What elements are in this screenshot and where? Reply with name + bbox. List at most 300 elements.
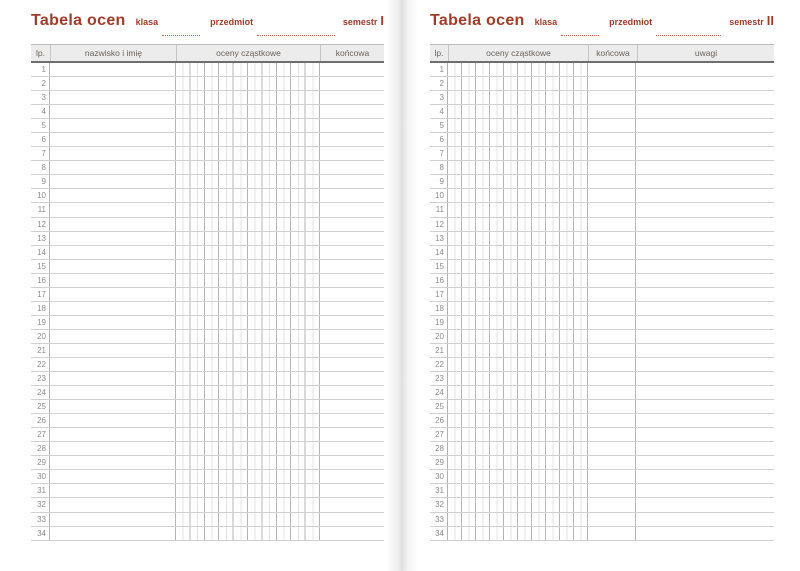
cell-final <box>587 105 636 118</box>
table-row <box>430 77 774 91</box>
cell-remarks <box>636 260 773 273</box>
table-row <box>31 442 384 456</box>
row-number: 14 <box>430 246 448 259</box>
cell-final <box>319 63 383 76</box>
cell-final <box>319 484 383 497</box>
table-row <box>31 344 384 358</box>
table-row <box>430 330 774 344</box>
cell-name <box>50 442 176 455</box>
cell-grades <box>448 484 588 497</box>
cell-name <box>50 246 176 259</box>
table-row <box>430 470 774 484</box>
cell-name <box>50 358 176 371</box>
table-row <box>31 77 384 91</box>
cell-final <box>587 372 636 385</box>
table-row <box>430 428 774 442</box>
cell-name <box>50 260 176 273</box>
row-number: 3 <box>31 91 50 104</box>
cell-final <box>319 232 383 245</box>
row-number: 12 <box>31 218 50 231</box>
klasa-fill-line <box>561 26 599 36</box>
table-row <box>31 218 384 232</box>
cell-grades <box>448 105 588 118</box>
row-number: 21 <box>430 344 448 357</box>
row-number: 19 <box>31 316 50 329</box>
table-row <box>430 147 774 161</box>
cell-final <box>319 91 383 104</box>
cell-final <box>587 513 636 526</box>
table-header-row <box>430 44 774 63</box>
cell-grades <box>176 105 320 118</box>
table-row <box>430 189 774 203</box>
table-row <box>430 175 774 189</box>
row-number: 28 <box>31 442 50 455</box>
cell-final <box>319 119 383 132</box>
cell-final <box>319 77 383 90</box>
table-row <box>430 484 774 498</box>
cell-name <box>50 203 176 216</box>
cell-final <box>587 77 636 90</box>
cell-grades <box>448 470 588 483</box>
table-row <box>31 147 384 161</box>
cell-grades <box>448 203 588 216</box>
cell-final <box>587 302 636 315</box>
table-row <box>430 344 774 358</box>
cell-final <box>319 498 383 511</box>
cell-final <box>319 133 383 146</box>
cell-final <box>319 513 383 526</box>
column-header-lp: lp. <box>36 48 45 58</box>
table-row <box>31 400 384 414</box>
cell-grades <box>448 218 588 231</box>
table-row <box>31 456 384 470</box>
cell-remarks <box>636 470 773 483</box>
column-header-grades: oceny cząstkowe <box>448 45 588 61</box>
table-row <box>31 302 384 316</box>
semester-number: I <box>380 13 384 28</box>
page-header <box>31 12 384 38</box>
column-header-name: nazwisko i imię <box>50 45 176 61</box>
cell-name <box>50 527 176 540</box>
row-number: 2 <box>430 77 448 90</box>
cell-remarks <box>636 386 773 399</box>
cell-grades <box>176 232 320 245</box>
table-row <box>31 175 384 189</box>
row-number: 25 <box>430 400 448 413</box>
cell-final <box>319 218 383 231</box>
table-row <box>31 386 384 400</box>
cell-grades <box>176 470 320 483</box>
row-number: 24 <box>430 386 448 399</box>
cell-grades <box>448 414 588 427</box>
table-row <box>430 260 774 274</box>
cell-final <box>587 400 636 413</box>
cell-name <box>50 414 176 427</box>
cell-remarks <box>636 442 773 455</box>
cell-final <box>319 260 383 273</box>
cell-grades <box>176 203 320 216</box>
cell-remarks <box>636 414 773 427</box>
cell-remarks <box>636 63 773 76</box>
cell-grades <box>176 400 320 413</box>
row-number: 22 <box>430 358 448 371</box>
table-row <box>430 372 774 386</box>
row-number: 27 <box>430 428 448 441</box>
cell-final <box>587 330 636 343</box>
page-semester-1 <box>31 12 384 541</box>
klasa-label: klasa <box>135 17 159 27</box>
cell-grades <box>448 119 588 132</box>
row-number: 3 <box>430 91 448 104</box>
table-row <box>31 330 384 344</box>
row-number: 31 <box>430 484 448 497</box>
cell-grades <box>176 358 320 371</box>
table-header-row <box>31 44 384 63</box>
cell-remarks <box>636 316 773 329</box>
cell-final <box>319 274 383 287</box>
row-number: 7 <box>430 147 448 160</box>
cell-final <box>319 442 383 455</box>
grade-table-body <box>31 63 384 541</box>
table-row <box>31 527 384 541</box>
row-number: 15 <box>31 260 50 273</box>
cell-name <box>50 372 176 385</box>
cell-name <box>50 330 176 343</box>
row-number: 13 <box>430 232 448 245</box>
row-number: 4 <box>31 105 50 118</box>
row-number: 8 <box>430 161 448 174</box>
table-row <box>31 189 384 203</box>
cell-final <box>319 161 383 174</box>
table-row <box>430 91 774 105</box>
cell-grades <box>448 91 588 104</box>
row-number: 28 <box>430 442 448 455</box>
cell-final <box>319 203 383 216</box>
row-number: 20 <box>430 330 448 343</box>
row-number: 30 <box>430 470 448 483</box>
cell-grades <box>448 400 588 413</box>
row-number: 8 <box>31 161 50 174</box>
cell-grades <box>448 358 588 371</box>
cell-final <box>587 428 636 441</box>
row-number: 22 <box>31 358 50 371</box>
cell-remarks <box>636 372 773 385</box>
cell-grades <box>448 498 588 511</box>
table-row <box>31 119 384 133</box>
cell-grades <box>176 119 320 132</box>
cell-remarks <box>636 428 773 441</box>
cell-final <box>319 428 383 441</box>
cell-final <box>319 330 383 343</box>
table-row <box>31 358 384 372</box>
cell-name <box>50 344 176 357</box>
cell-grades <box>176 442 320 455</box>
cell-final <box>587 133 636 146</box>
semester-label: semestr <box>729 17 764 27</box>
row-number: 25 <box>31 400 50 413</box>
table-row <box>31 372 384 386</box>
column-header-lp: lp. <box>434 48 444 58</box>
row-number: 34 <box>31 527 50 540</box>
semester <box>729 12 774 30</box>
cell-grades <box>448 189 588 202</box>
page-title: Tabela ocen <box>31 12 126 29</box>
cell-remarks <box>636 232 773 245</box>
cell-name <box>50 218 176 231</box>
semester-label: semestr <box>342 17 378 27</box>
cell-grades <box>176 260 320 273</box>
row-number: 14 <box>31 246 50 259</box>
cell-grades <box>448 330 588 343</box>
column-header-grades: oceny cząstkowe <box>176 45 320 61</box>
cell-final <box>587 246 636 259</box>
table-row <box>430 302 774 316</box>
cell-grades <box>448 133 588 146</box>
cell-name <box>50 274 176 287</box>
row-number: 33 <box>430 513 448 526</box>
cell-remarks <box>636 91 773 104</box>
cell-name <box>50 91 176 104</box>
page-header <box>430 12 774 38</box>
cell-final <box>319 316 383 329</box>
przedmiot-fill-line <box>257 26 335 36</box>
cell-grades <box>448 147 588 160</box>
cell-final <box>319 147 383 160</box>
cell-grades <box>448 302 588 315</box>
table-row <box>430 358 774 372</box>
cell-final <box>587 203 636 216</box>
cell-grades <box>176 274 320 287</box>
row-number: 1 <box>430 63 448 76</box>
table-row <box>31 203 384 217</box>
cell-final <box>587 288 636 301</box>
row-number: 16 <box>31 274 50 287</box>
cell-grades <box>448 232 588 245</box>
przedmiot-label: przedmiot <box>210 17 254 27</box>
table-row <box>31 105 384 119</box>
cell-remarks <box>636 484 773 497</box>
cell-final <box>587 147 636 160</box>
cell-final <box>319 288 383 301</box>
cell-remarks <box>636 513 773 526</box>
book-binding-shadow <box>386 0 418 571</box>
cell-name <box>50 386 176 399</box>
row-number: 32 <box>31 498 50 511</box>
cell-remarks <box>636 189 773 202</box>
cell-grades <box>448 428 588 441</box>
table-row <box>430 105 774 119</box>
row-number: 2 <box>31 77 50 90</box>
row-number: 5 <box>430 119 448 132</box>
cell-name <box>50 470 176 483</box>
cell-name <box>50 498 176 511</box>
table-row <box>31 484 384 498</box>
cell-grades <box>448 372 588 385</box>
cell-remarks <box>636 161 773 174</box>
table-row <box>430 513 774 527</box>
cell-remarks <box>636 358 773 371</box>
cell-final <box>587 63 636 76</box>
cell-grades <box>448 161 588 174</box>
table-row <box>430 63 774 77</box>
cell-final <box>587 484 636 497</box>
row-number: 17 <box>31 288 50 301</box>
cell-name <box>50 484 176 497</box>
cell-grades <box>176 386 320 399</box>
row-number: 29 <box>430 456 448 469</box>
row-number: 24 <box>31 386 50 399</box>
cell-grades <box>176 484 320 497</box>
cell-grades <box>176 330 320 343</box>
row-number: 17 <box>430 288 448 301</box>
table-row <box>31 288 384 302</box>
row-number: 12 <box>430 218 448 231</box>
table-row <box>31 414 384 428</box>
row-number: 30 <box>31 470 50 483</box>
row-number: 27 <box>31 428 50 441</box>
row-number: 21 <box>31 344 50 357</box>
cell-remarks <box>636 203 773 216</box>
cell-name <box>50 316 176 329</box>
column-header-final: końcowa <box>588 45 637 61</box>
cell-final <box>319 189 383 202</box>
row-number: 9 <box>31 175 50 188</box>
page-semester-2 <box>430 12 774 541</box>
cell-grades <box>448 175 588 188</box>
row-number: 5 <box>31 119 50 132</box>
row-number: 20 <box>31 330 50 343</box>
row-number: 13 <box>31 232 50 245</box>
cell-final <box>587 498 636 511</box>
row-number: 6 <box>31 133 50 146</box>
cell-name <box>50 119 176 132</box>
table-row <box>430 218 774 232</box>
cell-final <box>587 470 636 483</box>
table-row <box>430 161 774 175</box>
przedmiot-label: przedmiot <box>609 17 653 27</box>
row-number: 31 <box>31 484 50 497</box>
cell-grades <box>176 513 320 526</box>
row-number: 4 <box>430 105 448 118</box>
cell-name <box>50 428 176 441</box>
cell-name <box>50 147 176 160</box>
table-row <box>31 260 384 274</box>
table-row <box>430 133 774 147</box>
table-row <box>31 498 384 512</box>
cell-grades <box>176 91 320 104</box>
row-number: 1 <box>31 63 50 76</box>
cell-grades <box>448 274 588 287</box>
row-number: 11 <box>430 203 448 216</box>
cell-final <box>319 358 383 371</box>
table-row <box>430 442 774 456</box>
cell-final <box>587 456 636 469</box>
row-number: 15 <box>430 260 448 273</box>
row-number: 23 <box>31 372 50 385</box>
row-number: 29 <box>31 456 50 469</box>
cell-final <box>319 175 383 188</box>
cell-remarks <box>636 527 773 540</box>
cell-remarks <box>636 288 773 301</box>
table-row <box>430 498 774 512</box>
cell-final <box>587 358 636 371</box>
cell-grades <box>448 63 588 76</box>
cell-grades <box>176 344 320 357</box>
cell-name <box>50 161 176 174</box>
cell-name <box>50 189 176 202</box>
cell-name <box>50 302 176 315</box>
row-number: 32 <box>430 498 448 511</box>
semester-number: II <box>766 13 774 28</box>
row-number: 19 <box>430 316 448 329</box>
cell-grades <box>448 527 588 540</box>
cell-remarks <box>636 218 773 231</box>
cell-remarks <box>636 246 773 259</box>
cell-grades <box>448 386 588 399</box>
table-row <box>430 232 774 246</box>
cell-grades <box>448 456 588 469</box>
table-row <box>430 203 774 217</box>
row-number: 11 <box>31 203 50 216</box>
cell-final <box>587 218 636 231</box>
table-row <box>31 274 384 288</box>
table-row <box>430 274 774 288</box>
row-number: 18 <box>31 302 50 315</box>
cell-name <box>50 288 176 301</box>
cell-remarks <box>636 133 773 146</box>
cell-grades <box>176 133 320 146</box>
table-row <box>31 133 384 147</box>
cell-final <box>587 344 636 357</box>
cell-grades <box>448 442 588 455</box>
cell-grades <box>176 428 320 441</box>
column-header-final: końcowa <box>320 45 384 61</box>
row-number: 18 <box>430 302 448 315</box>
cell-remarks <box>636 274 773 287</box>
semester <box>343 12 384 30</box>
cell-final <box>587 189 636 202</box>
cell-grades <box>176 161 320 174</box>
cell-remarks <box>636 302 773 315</box>
cell-final <box>319 246 383 259</box>
table-row <box>430 400 774 414</box>
cell-final <box>587 442 636 455</box>
cell-final <box>319 400 383 413</box>
cell-grades <box>448 260 588 273</box>
cell-final <box>319 372 383 385</box>
table-row <box>430 414 774 428</box>
cell-remarks <box>636 330 773 343</box>
row-number: 16 <box>430 274 448 287</box>
row-number: 33 <box>31 513 50 526</box>
cell-grades <box>176 175 320 188</box>
table-row <box>31 513 384 527</box>
cell-grades <box>448 344 588 357</box>
cell-final <box>319 456 383 469</box>
cell-remarks <box>636 456 773 469</box>
cell-final <box>319 527 383 540</box>
cell-name <box>50 175 176 188</box>
cell-final <box>587 527 636 540</box>
cell-name <box>50 513 176 526</box>
cell-final <box>587 161 636 174</box>
row-number: 10 <box>430 189 448 202</box>
cell-final <box>319 386 383 399</box>
row-number: 26 <box>430 414 448 427</box>
cell-final <box>587 386 636 399</box>
cell-grades <box>448 513 588 526</box>
cell-name <box>50 400 176 413</box>
